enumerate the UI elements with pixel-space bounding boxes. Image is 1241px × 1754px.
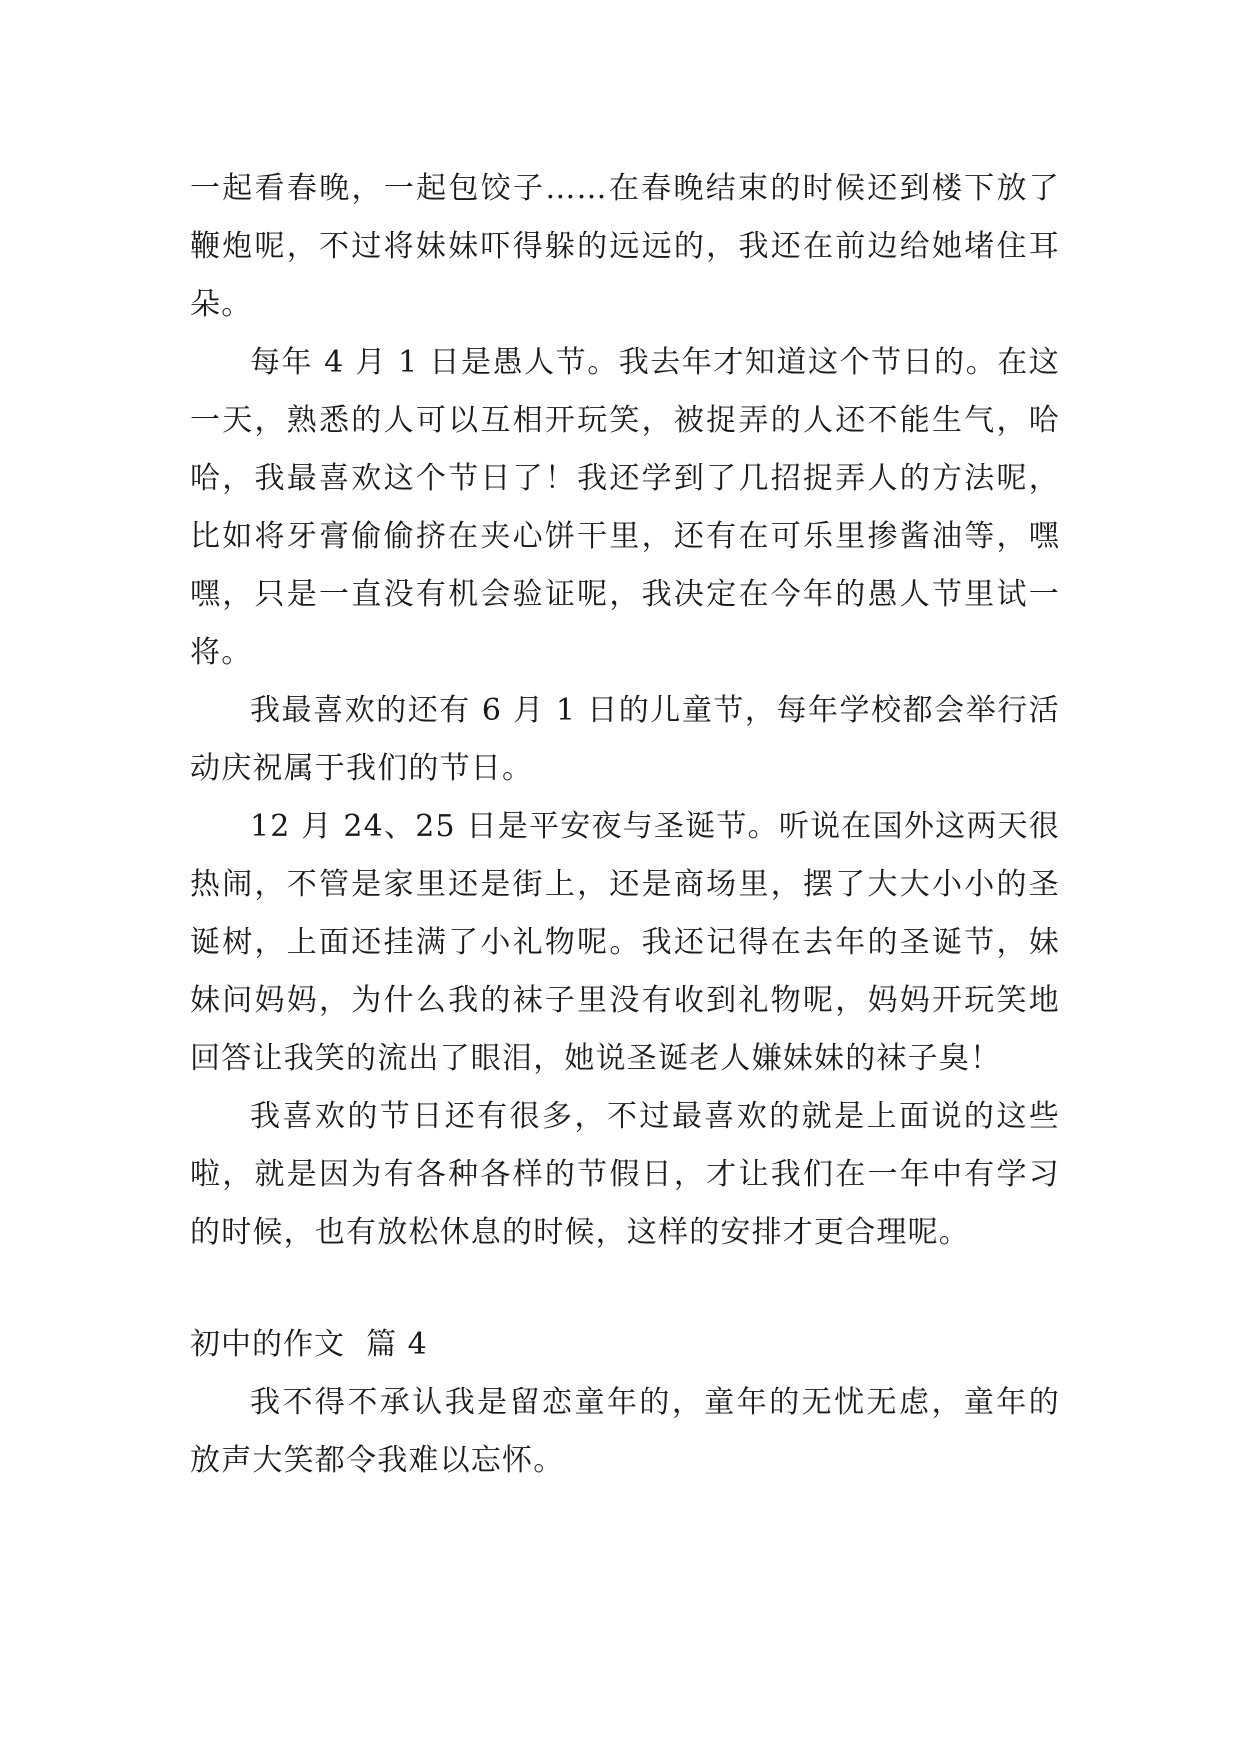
paragraph: 12 月 24、25 日是平安夜与圣诞节。听说在国外这两天很热闹，不管是家里还是街上，还是商场里，摆了大大小小的圣诞树，上面还挂满了小礼物呢。我还记得在去年的圣诞节，妹妹问妈妈，为什么我的袜子里没有收到礼物呢，妈妈开玩笑地回答让我笑的流出了眼泪，她说圣诞老人嫌妹妹的袜子臭！ — [190, 809, 1060, 1076]
section-title: 初中的作文 篇 4 — [190, 1327, 428, 1362]
paragraph: 每年 4 月 1 日是愚人节。我去年才知道这个节日的。在这一天，熟悉的人可以互相开玩笑，被捉弄的人还不能生气，哈哈，我最喜欢这个节日了！我还学到了几招捉弄人的方法呢，比如将牙膏偷偷挤在夹心饼干里，还有在可乐里掺酱油等，嘿嘿，只是一直没有机会验证呢，我决定在今年的愚人节里试一将。 — [190, 345, 1060, 670]
paragraph: 我最喜欢的还有 6 月 1 日的儿童节，每年学校都会举行活动庆祝属于我们的节日。 — [190, 693, 1060, 786]
paragraph: 一起看春晚，一起包饺子……在春晚结束的时候还到楼下放了鞭炮呢，不过将妹妹吓得躲的远远的，我还在前边给她堵住耳朵。 — [190, 171, 1060, 322]
document-page — [190, 160, 1060, 1490]
paragraph: 我喜欢的节日还有很多，不过最喜欢的就是上面说的这些啦，就是因为有各种各样的节假日，才让我们在一年中有学习的时候，也有放松休息的时候，这样的安排才更合理呢。 — [190, 1099, 1060, 1250]
paragraph: 我不得不承认我是留恋童年的，童年的无忧无虑，童年的放声大笑都令我难以忘怀。 — [190, 1385, 1060, 1478]
